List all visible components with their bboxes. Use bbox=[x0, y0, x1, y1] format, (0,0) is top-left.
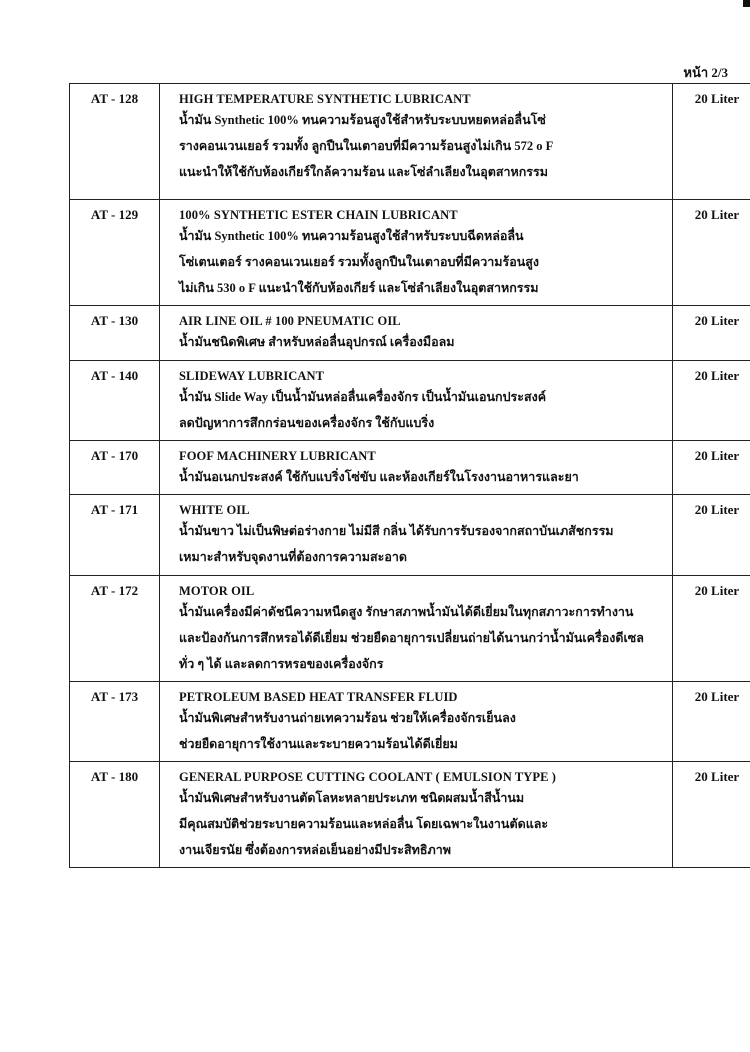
description-line: น้ำมันพิเศษสำหรับงานถ่ายเทความร้อน ช่วยให้เครื่องจักรเย็นลง bbox=[179, 711, 516, 725]
product-quantity: 20 Liter bbox=[673, 200, 750, 306]
product-name: AIR LINE OIL # 100 PNEUMATIC OIL bbox=[179, 314, 401, 328]
table-row bbox=[70, 495, 750, 576]
product-description bbox=[160, 200, 673, 306]
description-line: ทั่ว ๆ ได้ และลดการหรอของเครื่องจักร bbox=[179, 657, 384, 671]
description-line: น้ำมันเครื่องมีค่าดัชนีความหนืดสูง รักษาสภาพน้ำมันได้ดีเยี่ยมในทุกสภาวะการทำงาน bbox=[179, 605, 634, 619]
description-line: ไม่เกิน 530 o F แนะนำใช้กับห้องเกียร์ และโซ่ลำเลียงในอุตสาหกรรม bbox=[179, 281, 539, 295]
product-name: WHITE OIL bbox=[179, 503, 250, 517]
product-quantity: 20 Liter bbox=[673, 495, 750, 576]
description-line: รางคอนเวนเยอร์ รวมทั้ง ลูกปืนในเตาอบที่มีความร้อนสูงไม่เกิน 572 o F bbox=[179, 139, 554, 153]
description-line: ลดปัญหาการสึกกร่อนของเครื่องจักร ใช้กับแบริ่ง bbox=[179, 416, 435, 430]
description-line: โซ่เตนเตอร์ รางคอนเวนเยอร์ รวมทั้งลูกปืนในเตาอบที่มีความร้อนสูง bbox=[179, 255, 540, 269]
description-line: มีคุณสมบัติช่วยระบายความร้อนและหล่อลื่น โดยเฉพาะในงานตัดและ bbox=[179, 817, 549, 831]
table-row bbox=[70, 84, 750, 200]
product-description bbox=[160, 576, 673, 682]
product-name: FOOF MACHINERY LUBRICANT bbox=[179, 449, 376, 463]
page-number: หน้า 2/3 bbox=[683, 65, 728, 80]
product-code: AT - 180 bbox=[70, 762, 160, 868]
product-code: AT - 140 bbox=[70, 361, 160, 441]
table-row bbox=[70, 576, 750, 682]
product-code: AT - 171 bbox=[70, 495, 160, 576]
description-line: น้ำมัน Synthetic 100% ทนความร้อนสูงใช้สำหรับระบบหยดหล่อลื่นโซ่ bbox=[179, 113, 546, 127]
product-code: AT - 128 bbox=[70, 84, 160, 200]
product-description bbox=[160, 682, 673, 762]
product-quantity: 20 Liter bbox=[673, 361, 750, 441]
description-line: งานเจียรนัย ซึ่งต้องการหล่อเย็นอย่างมีประสิทธิภาพ bbox=[179, 843, 452, 857]
product-description bbox=[160, 762, 673, 868]
product-description bbox=[160, 441, 673, 495]
description-line: น้ำมัน Synthetic 100% ทนความร้อนสูงใช้สำหรับระบบฉีดหล่อลื่น bbox=[179, 229, 524, 243]
product-quantity: 20 Liter bbox=[673, 84, 750, 200]
product-code: AT - 173 bbox=[70, 682, 160, 762]
product-code: AT - 130 bbox=[70, 306, 160, 361]
product-name: GENERAL PURPOSE CUTTING COOLANT ( EMULSION TYPE ) bbox=[179, 770, 557, 784]
table-row bbox=[70, 200, 750, 306]
product-quantity: 20 Liter bbox=[673, 682, 750, 762]
product-name: SLIDEWAY LUBRICANT bbox=[179, 369, 325, 383]
product-description bbox=[160, 361, 673, 441]
description-line: ช่วยยืดอายุการใช้งานและระบายความร้อนได้ดีเยี่ยม bbox=[179, 737, 458, 751]
description-line: น้ำมันอเนกประสงค์ ใช้กับแบริ่งโซ่ขับ และห้องเกียร์ในโรงงานอาหารและยา bbox=[179, 470, 579, 484]
product-description bbox=[160, 84, 673, 200]
product-name: MOTOR OIL bbox=[179, 584, 255, 598]
product-description bbox=[160, 495, 673, 576]
description-line: น้ำมันพิเศษสำหรับงานตัดโลหะหลายประเภท ชนิดผสมน้ำสีน้ำนม bbox=[179, 791, 525, 805]
table-row bbox=[70, 762, 750, 868]
description-line: น้ำมัน Slide Way เป็นน้ำมันหล่อลื่นเครื่องจักร เป็นน้ำมันเอนกประสงค์ bbox=[179, 390, 547, 404]
description-line: และป้องกันการสึกหรอได้ดีเยี่ยม ช่วยยืดอายุการเปลี่ยนถ่ายได้นานกว่าน้ำมันเครื่องดีเซล bbox=[179, 631, 644, 645]
product-code: AT - 170 bbox=[70, 441, 160, 495]
product-code: AT - 172 bbox=[70, 576, 160, 682]
product-name: PETROLEUM BASED HEAT TRANSFER FLUID bbox=[179, 690, 458, 704]
description-line: น้ำมันชนิดพิเศษ สำหรับหล่อลื่นอุปกรณ์ เครื่องมือลม bbox=[179, 335, 455, 349]
scan-corner-mark bbox=[743, 0, 750, 7]
description-line: น้ำมันขาว ไม่เป็นพิษต่อร่างกาย ไม่มีสี กลิ่น ได้รับการรับรองจากสถาบันเภสัชกรรม bbox=[179, 524, 614, 538]
product-description bbox=[160, 306, 673, 361]
product-name: 100% SYNTHETIC ESTER CHAIN LUBRICANT bbox=[179, 208, 458, 222]
table-row bbox=[70, 361, 750, 441]
product-quantity: 20 Liter bbox=[673, 576, 750, 682]
table-row bbox=[70, 441, 750, 495]
product-quantity: 20 Liter bbox=[673, 441, 750, 495]
description-line: เหมาะสำหรับจุดงานที่ต้องการความสะอาด bbox=[179, 550, 408, 564]
product-quantity: 20 Liter bbox=[673, 762, 750, 868]
product-code: AT - 129 bbox=[70, 200, 160, 306]
product-table bbox=[69, 83, 750, 868]
table-row bbox=[70, 306, 750, 361]
table-row bbox=[70, 682, 750, 762]
product-name: HIGH TEMPERATURE SYNTHETIC LUBRICANT bbox=[179, 92, 471, 106]
description-line: แนะนำให้ใช้กับห้องเกียร์ใกล้ความร้อน และโซ่ลำเลียงในอุตสาหกรรม bbox=[179, 165, 548, 179]
product-quantity: 20 Liter bbox=[673, 306, 750, 361]
